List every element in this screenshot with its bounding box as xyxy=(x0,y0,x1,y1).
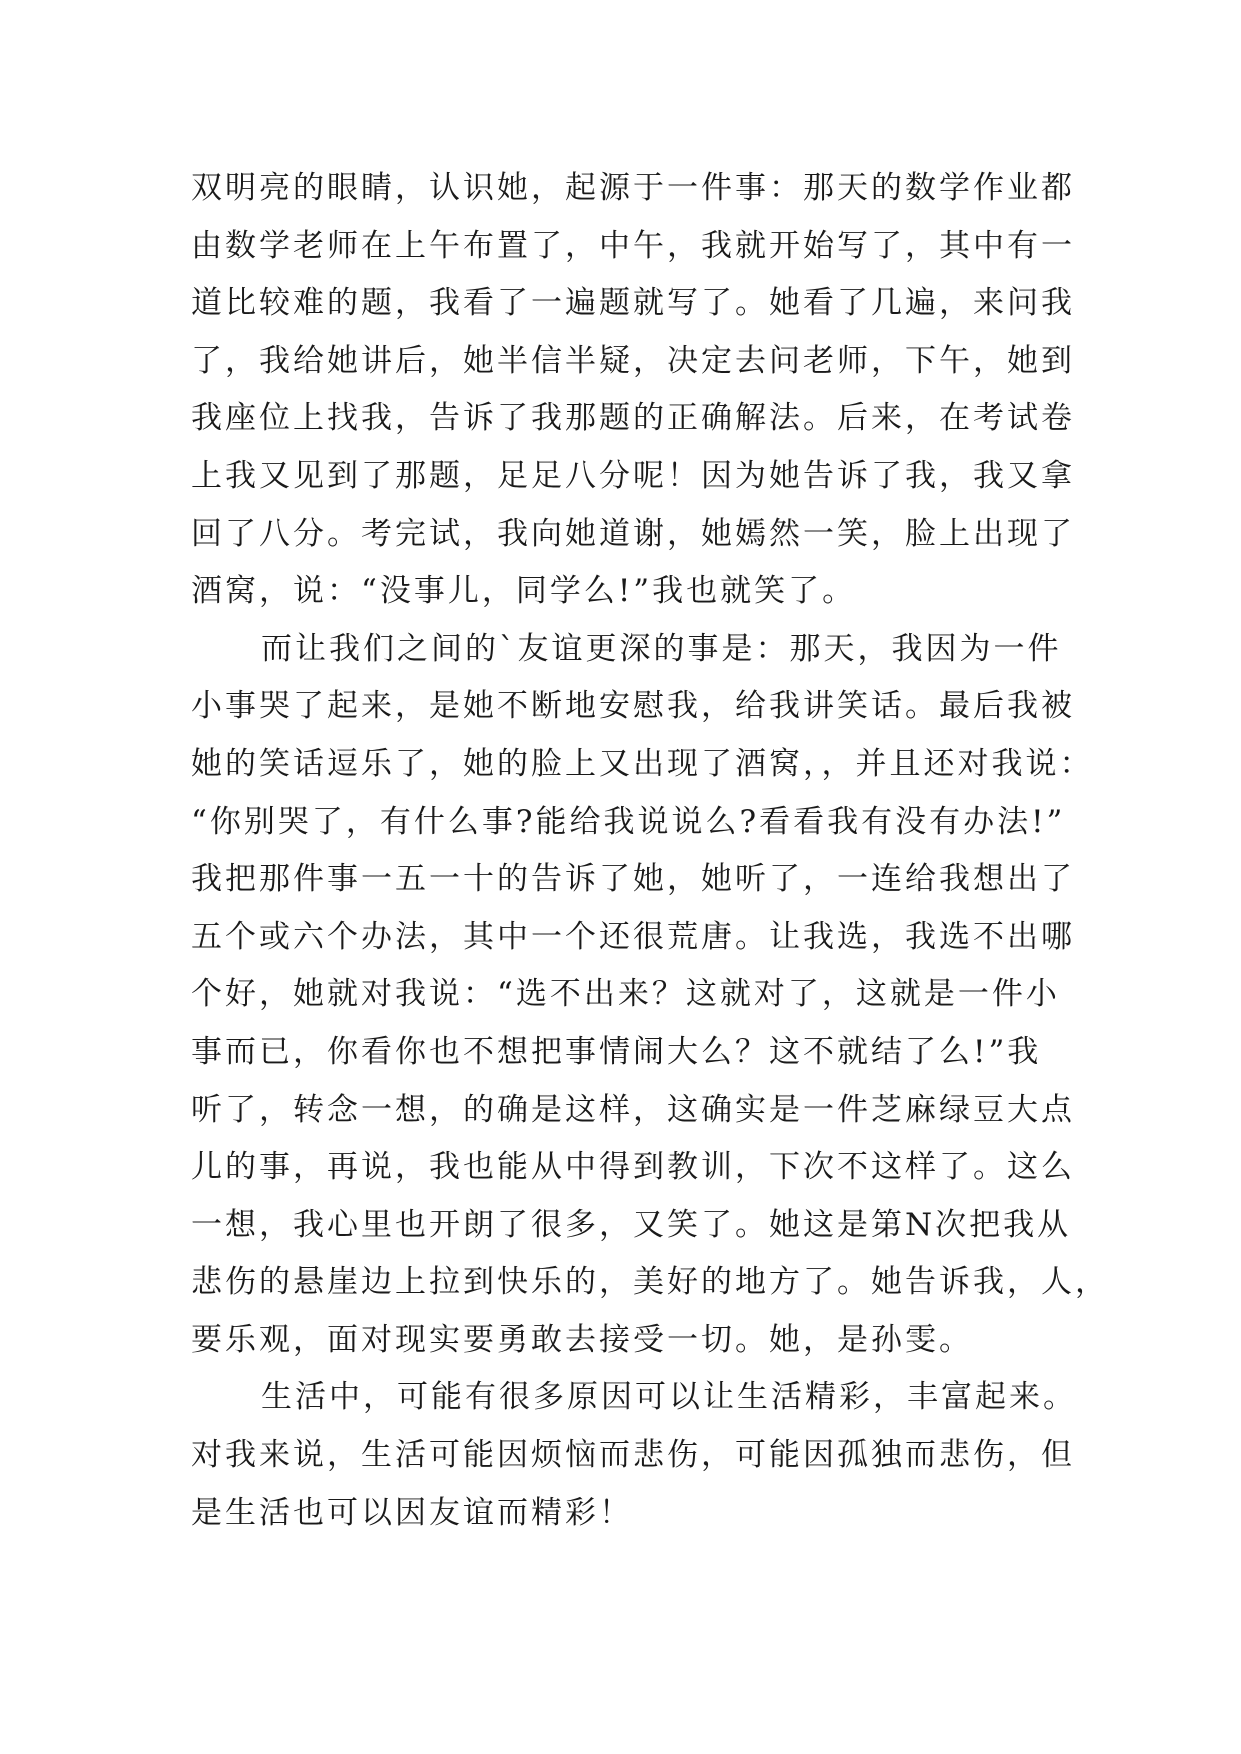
text-line: 对我来说，生活可能因烦恼而悲伤，可能因孤独而悲伤，但 xyxy=(191,1437,1075,1474)
text-line: 要乐观，面对现实要勇敢去接受一切。她，是孙雯。 xyxy=(191,1321,973,1358)
text-line: 了，我给她讲后，她半信半疑，决定去问老师，下午，她到 xyxy=(191,342,1075,379)
text-line: 回了八分。考完试，我向她道谢，她嫣然一笑，脸上出现了 xyxy=(191,515,1075,552)
text-line: 听了，转念一想，的确是这样，这确实是一件芝麻绿豆大点 xyxy=(191,1091,1075,1128)
text-line: 道比较难的题，我看了一遍题就写了。她看了几遍，来问我 xyxy=(191,285,1075,322)
text-line: 一想，我心里也开朗了很多，又笑了。她这是第N次把我从 xyxy=(191,1206,1072,1243)
text-line: 酒窝，说：“没事儿，同学么!”我也就笑了。 xyxy=(191,573,857,610)
text-line: 事而已，你看你也不想把事情闹大么？这不就结了么!”我 xyxy=(191,1033,1042,1070)
paragraph-start-line: 生活中，可能有很多原因可以让生活精彩，丰富起来。 xyxy=(261,1379,1077,1416)
text-line: 个好，她就对我说：“选不出来？这就对了，这就是一件小 xyxy=(191,976,1060,1013)
text-line: 小事哭了起来，是她不断地安慰我，给我讲笑话。最后我被 xyxy=(191,688,1075,725)
text-line: “你别哭了，有什么事?能给我说说么?看看我有没有办法!” xyxy=(191,803,1066,840)
essay-body xyxy=(191,160,1109,1542)
text-line: 她的笑话逗乐了，她的脸上又出现了酒窝，，并且还对我说： xyxy=(191,745,1094,782)
paragraph-start-line: 而让我们之间的`友谊更深的事是：那天，我因为一件 xyxy=(261,630,1062,667)
text-line: 我座位上找我，告诉了我那题的正确解法。后来，在考试卷 xyxy=(191,400,1075,437)
text-line: 悲伤的悬崖边上拉到快乐的，美好的地方了。她告诉我，人， xyxy=(191,1264,1109,1301)
text-line: 儿的事，再说，我也能从中得到教训，下次不这样了。这么 xyxy=(191,1149,1075,1186)
text-line: 由数学老师在上午布置了，中午，我就开始写了，其中有一 xyxy=(191,227,1075,264)
text-line: 我把那件事一五一十的告诉了她，她听了，一连给我想出了 xyxy=(191,861,1075,898)
text-line: 双明亮的眼睛，认识她，起源于一件事：那天的数学作业都 xyxy=(191,170,1075,206)
text-line: 是生活也可以因友谊而精彩！ xyxy=(191,1494,633,1531)
text-line: 五个或六个办法，其中一个还很荒唐。让我选，我选不出哪 xyxy=(191,918,1075,955)
text-line: 上我又见到了那题，足足八分呢！因为她告诉了我，我又拿 xyxy=(191,457,1075,494)
